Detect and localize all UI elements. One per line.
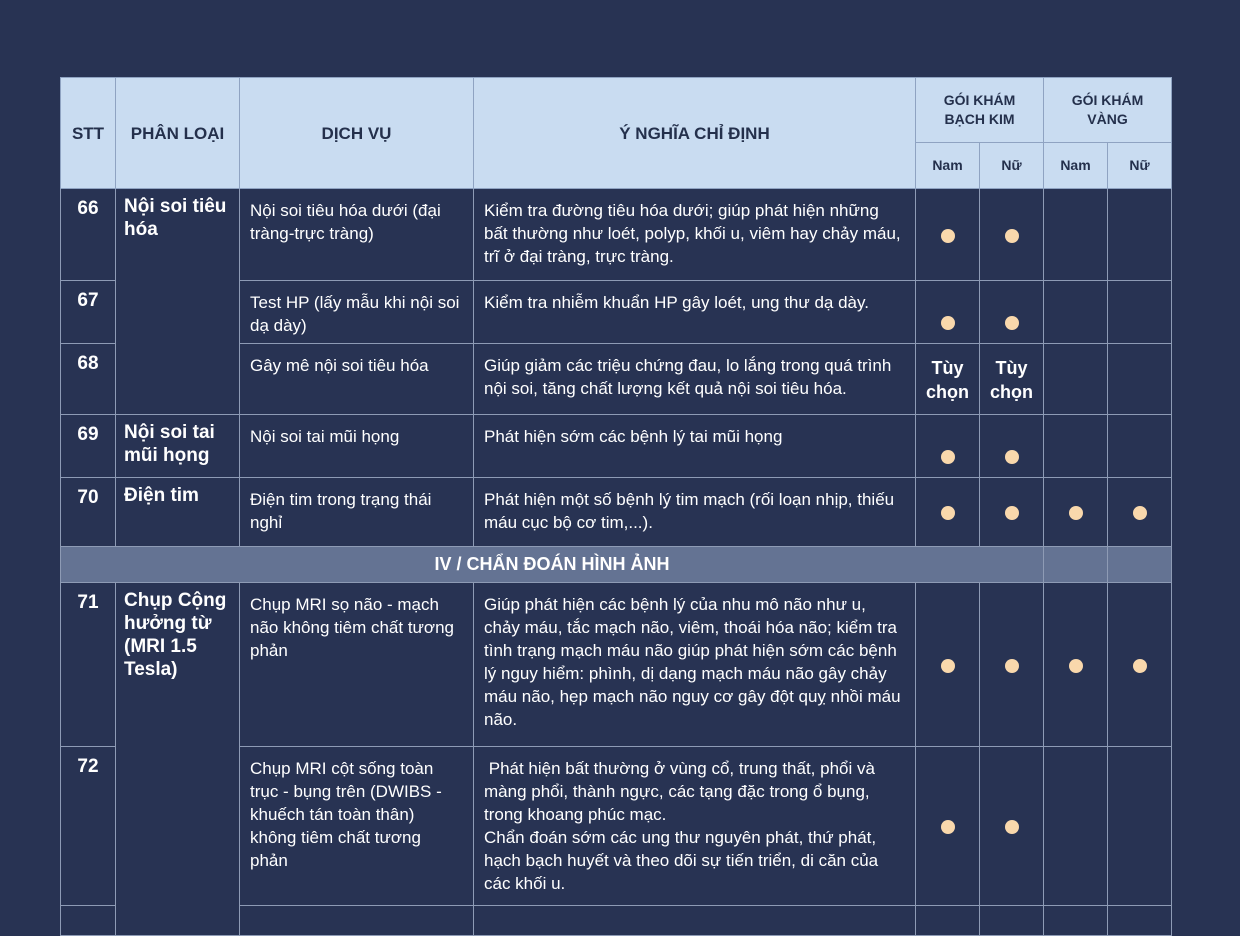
mark-platinum-female [980,189,1044,281]
section-spacer [1044,547,1108,583]
row-meaning: Giúp giảm các triệu chứng đau, lo lắng trong quá trình nội soi, tăng chất lượng kết quả nội soi tiêu hóa. [474,344,916,415]
selected-dot-icon [1005,316,1019,330]
mark-gold-female [1108,583,1172,747]
mark-gold-male [1044,906,1108,936]
mark-gold-male [1044,583,1108,747]
header-platinum-line1: GÓI KHÁM [943,92,1016,108]
header-platinum-line2: BẠCH KIM [944,111,1015,127]
header-gold-package [1044,78,1172,143]
service-table [60,77,1172,936]
selected-dot-icon [1005,820,1019,834]
mark-gold-female [1108,478,1172,547]
row-service: Chụp MRI cột sống toàn trục - bụng trên (DWIBS - khuếch tán toàn thân) không tiêm chất tương phản [240,747,474,906]
row-service: Chụp MRI sọ não - mạch não không tiêm chất tương phản [240,583,474,747]
selected-dot-icon [1133,506,1147,520]
mark-gold-female [1108,344,1172,415]
row-stt: 71 [61,583,116,747]
mark-platinum-male-optional [916,344,980,415]
row-meaning: Giúp phát hiện các bệnh lý của nhu mô não như u, chảy máu, tắc mạch não, viêm, thoái hóa não; kiểm tra tình trạng mạch máu não giúp phát hiện sớm các bệnh lý nguy hiểm: phình, dị dạng mạch máu não gây chảy máu não, hẹp mạch não nguy cơ gây đột quỵ nhồi máu não. [474,583,916,747]
selected-dot-icon [1069,506,1083,520]
table-row [61,415,1172,478]
selected-dot-icon [1133,659,1147,673]
mark-gold-male [1044,747,1108,906]
selected-dot-icon [941,820,955,834]
mark-platinum-female [980,906,1044,936]
row-meaning: Phát hiện sớm các bệnh lý tai mũi họng [474,415,916,478]
mark-gold-female [1108,281,1172,344]
row-category: Điện tim [116,478,240,547]
mark-gold-male [1044,281,1108,344]
optional-label-line1: Tùy [995,358,1028,378]
meaning-paragraph: Chẩn đoán sớm các ung thư nguyên phát, thứ phát, hạch bạch huyết và theo dõi sự tiến triển, di căn của các khối u. [484,828,879,893]
mark-gold-male [1044,478,1108,547]
row-category: Nội soi tai mũi họng [116,415,240,478]
header-category: PHÂN LOẠI [116,78,240,189]
header-service: DỊCH VỤ [240,78,474,189]
selected-dot-icon [1005,506,1019,520]
row-meaning [474,747,916,906]
table-row [61,478,1172,547]
row-category: Nội soi tiêu hóa [116,189,240,415]
row-service: Điện tim trong trạng thái nghỉ [240,478,474,547]
mark-platinum-male [916,478,980,547]
mark-platinum-male [916,189,980,281]
optional-label-line2: chọn [990,382,1033,402]
mark-gold-female [1108,906,1172,936]
row-service: Gây mê nội soi tiêu hóa [240,344,474,415]
mark-gold-male [1044,344,1108,415]
selected-dot-icon [1005,659,1019,673]
mark-gold-female [1108,415,1172,478]
header-gold-female: Nữ [1108,143,1172,189]
row-category: Chụp Cộng hưởng từ (MRI 1.5 Tesla) [116,583,240,936]
header-platinum-male: Nam [916,143,980,189]
section-row [61,547,1172,583]
row-stt: 68 [61,344,116,415]
selected-dot-icon [941,506,955,520]
section-title: IV / CHẨN ĐOÁN HÌNH ẢNH [61,547,1044,583]
mark-gold-female [1108,747,1172,906]
mark-platinum-female-optional [980,344,1044,415]
mark-platinum-male [916,415,980,478]
row-stt: 66 [61,189,116,281]
optional-label-line1: Tùy [931,358,964,378]
mark-platinum-female [980,415,1044,478]
table-row [61,189,1172,281]
row-stt: 67 [61,281,116,344]
row-stt: 69 [61,415,116,478]
meaning-paragraph: Phát hiện bất thường ở vùng cổ, trung thất, phổi và màng phổi, thành ngực, các tạng đặc trong ổ bụng, trong khoang phúc mạc. [484,759,880,824]
row-meaning: Phát hiện một số bệnh lý tim mạch (rối loạn nhịp, thiếu máu cục bộ cơ tim,...). [474,478,916,547]
header-gold-line1: GÓI KHÁM [1071,92,1144,108]
mark-platinum-female [980,281,1044,344]
selected-dot-icon [941,229,955,243]
mark-gold-female [1108,189,1172,281]
mark-platinum-male [916,583,980,747]
row-stt: 70 [61,478,116,547]
row-service [240,906,474,936]
selected-dot-icon [1005,450,1019,464]
header-platinum-package [916,78,1044,143]
header-platinum-female: Nữ [980,143,1044,189]
mark-platinum-male [916,747,980,906]
mark-platinum-female [980,478,1044,547]
row-stt: 72 [61,747,116,906]
mark-platinum-male [916,281,980,344]
section-spacer [1108,547,1172,583]
row-meaning: Kiểm tra nhiễm khuẩn HP gây loét, ung thư dạ dày. [474,281,916,344]
selected-dot-icon [941,450,955,464]
header-gold-male: Nam [1044,143,1108,189]
header-gold-line2: VÀNG [1087,111,1128,127]
selected-dot-icon [1069,659,1083,673]
table-row [61,583,1172,747]
mark-gold-male [1044,415,1108,478]
header-meaning: Ý NGHĨA CHỈ ĐỊNH [474,78,916,189]
selected-dot-icon [941,659,955,673]
row-service: Test HP (lấy mẫu khi nội soi dạ dày) [240,281,474,344]
header-stt: STT [61,78,116,189]
selected-dot-icon [1005,229,1019,243]
mark-platinum-female [980,583,1044,747]
row-stt [61,906,116,936]
row-meaning [474,906,916,936]
row-meaning: Kiểm tra đường tiêu hóa dưới; giúp phát hiện những bất thường như loét, polyp, khối u, viêm hay chảy máu, trĩ ở đại tràng, trực tràng. [474,189,916,281]
row-service: Nội soi tiêu hóa dưới (đại tràng-trực tràng) [240,189,474,281]
mark-gold-male [1044,189,1108,281]
optional-label-line2: chọn [926,382,969,402]
mark-platinum-male [916,906,980,936]
selected-dot-icon [941,316,955,330]
row-service: Nội soi tai mũi họng [240,415,474,478]
mark-platinum-female [980,747,1044,906]
